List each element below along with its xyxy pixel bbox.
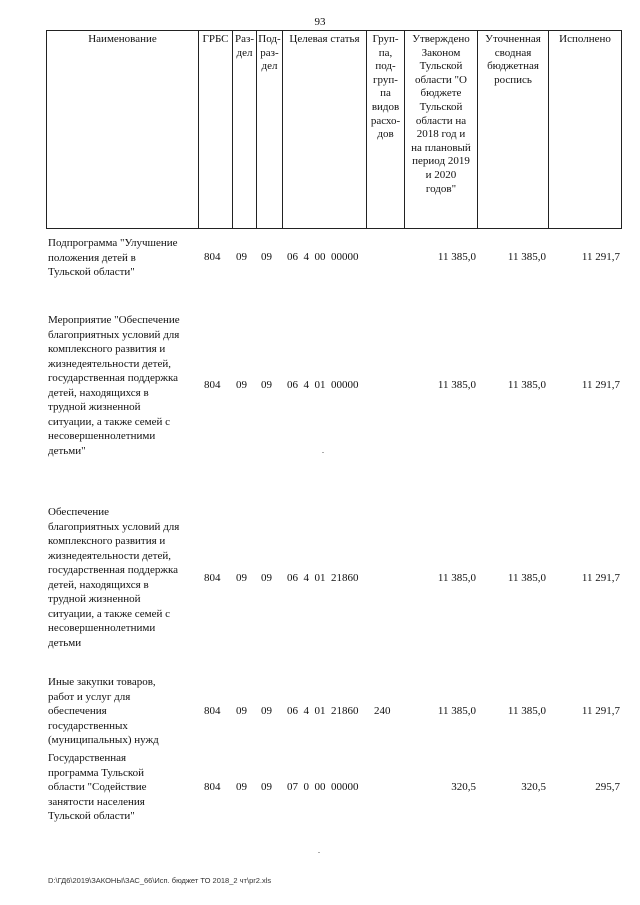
row-approved: 320,5 (451, 781, 476, 793)
row-executed: 11 291,7 (581, 379, 620, 391)
row-podrazdel: 09 (261, 572, 272, 584)
header-podrazdel: Под- раз- дел (258, 33, 281, 73)
row-executed: 11 291,7 (581, 251, 620, 263)
row-grbs: 804 (204, 379, 221, 391)
row-refined: 11 385,0 (507, 572, 546, 584)
row-group: 240 (374, 705, 391, 717)
row-refined: 11 385,0 (507, 251, 546, 263)
header-col-divider (621, 30, 622, 229)
scan-speck (318, 852, 320, 853)
row-razdel: 09 (236, 572, 247, 584)
header-refined: Уточненная сводная бюджетная роспись (485, 33, 541, 86)
row-target: 06 4 00 00000 (287, 251, 359, 263)
row-razdel: 09 (236, 251, 247, 263)
row-target: 07 0 00 00000 (287, 781, 359, 793)
row-target: 06 4 01 00000 (287, 379, 359, 391)
row-approved: 11 385,0 (437, 572, 476, 584)
row-podrazdel: 09 (261, 781, 272, 793)
row-razdel: 09 (236, 781, 247, 793)
header-top-border (46, 30, 622, 31)
row-podrazdel: 09 (261, 379, 272, 391)
row-name: Обеспечение благоприятных условий для комплексного развития и жизнедеятельности детей, государственная поддержка детей, находящихся в трудной жизненной ситуации, а также семей с несовершеннолетними детьми (48, 506, 180, 649)
scan-speck (322, 452, 324, 453)
header-group: Груп- па, под- груп- па видов расхо- дов (370, 33, 401, 141)
row-refined: 11 385,0 (507, 379, 546, 391)
header-approved: Утверждено Законом Тульской области "О бюджете Тульской области на 2018 год и на плановый период 2019 и 2020 годов" (411, 33, 471, 195)
row-grbs: 804 (204, 572, 221, 584)
header-col-divider (282, 30, 283, 229)
row-razdel: 09 (236, 379, 247, 391)
header-bottom-border (46, 228, 622, 229)
row-name: Иные закупки товаров, работ и услуг для обеспечения государственных (муниципальных) нужд (48, 676, 159, 746)
row-executed: 11 291,7 (581, 705, 620, 717)
row-approved: 11 385,0 (437, 705, 476, 717)
row-target: 06 4 01 21860 (287, 572, 359, 584)
row-razdel: 09 (236, 705, 247, 717)
row-podrazdel: 09 (261, 705, 272, 717)
row-name: Мероприятие "Обеспечение благоприятных условий для комплексного развития и жизнедеятельности детей, государственная поддержка детей, находящихся в трудной жизненной ситуации, а также семей с несовершеннолетними детьми" (48, 314, 180, 457)
header-col-divider (46, 30, 47, 229)
header-target: Целевая статья (289, 33, 360, 45)
row-executed: 11 291,7 (581, 572, 620, 584)
header-grbs: ГРБС (202, 33, 229, 45)
header-executed: Исполнено (559, 33, 611, 45)
row-target: 06 4 01 21860 (287, 705, 359, 717)
file-path-footer: D:\ГД6\2019\ЗАКОНЫ\ЗАС_66\Исп. бюджет ТО 2018_2 чт\pr2.xls (48, 876, 272, 885)
header-name: Наименование (88, 33, 157, 45)
row-podrazdel: 09 (261, 251, 272, 263)
row-approved: 11 385,0 (437, 251, 476, 263)
row-executed: 295,7 (595, 781, 620, 793)
row-grbs: 804 (204, 781, 221, 793)
header-col-divider (198, 30, 199, 229)
row-grbs: 804 (204, 705, 221, 717)
header-razdel: Раз- дел (234, 33, 254, 59)
row-refined: 320,5 (521, 781, 546, 793)
row-approved: 11 385,0 (437, 379, 476, 391)
header-col-divider (548, 30, 549, 229)
page-number: 93 (314, 16, 326, 28)
row-name: Государственная программа Тульской области "Содействие занятости населения Тульской области" (48, 752, 147, 822)
row-refined: 11 385,0 (507, 705, 546, 717)
row-grbs: 804 (204, 251, 221, 263)
row-name: Подпрограмма "Улучшение положения детей в Тульской области" (48, 237, 178, 278)
